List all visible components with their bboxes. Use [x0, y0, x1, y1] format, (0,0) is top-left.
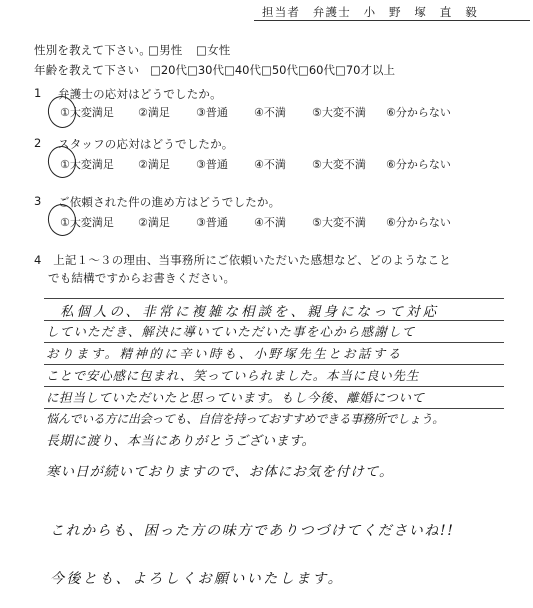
- handwritten-line: これからも、困った方の味方でありつづけてくださいね!!: [50, 523, 455, 539]
- handwritten-line: 私個人の、非常に複雑な相談を、親身になって対応: [60, 304, 439, 320]
- age-options: □20代□30代□40代□50代□60代□70才以上: [150, 63, 395, 77]
- option-very-satisfied: ①大変満足: [60, 216, 114, 229]
- header-underline: [254, 20, 530, 21]
- handwritten-line: 寒い日が続いておりますので、お体にお気を付けて。: [46, 464, 394, 480]
- option-very-dissatisfied: ⑤大変不満: [312, 106, 366, 119]
- ruled-line: [44, 408, 504, 409]
- option-unknown: ⑥分からない: [386, 106, 451, 119]
- option-normal: ③普通: [196, 106, 228, 119]
- option-normal: ③普通: [196, 216, 228, 229]
- gender-label: 性別を教えて下さい。: [34, 43, 151, 57]
- question-text: 弁護士の応対はどうでしたか。: [58, 87, 222, 101]
- staff-header: 担当者 弁護士 小 野 塚 直 毅: [262, 5, 478, 19]
- option-unknown: ⑥分からない: [386, 158, 451, 171]
- question-text: ご依頼された件の進め方はどうでしたか。: [58, 195, 281, 209]
- option-very-satisfied: ①大変満足: [60, 106, 114, 119]
- option-very-dissatisfied: ⑤大変不満: [312, 158, 366, 171]
- handwritten-line: に担当していただいたと思っています。もし今後、離婚について: [46, 390, 425, 405]
- handwritten-line: していただき、解決に導いていただいた事を心から感謝して: [46, 324, 416, 339]
- option-very-dissatisfied: ⑤大変不満: [312, 216, 366, 229]
- question-4-text-line2: でも結構ですからお書きください。: [48, 271, 236, 285]
- question-4-text-line1: 4 上記１～３の理由、当事務所にご依頼いただいた感想など、どのようなこと: [34, 253, 452, 267]
- handwritten-line: 長期に渡り、本当にありがとうございます。: [46, 434, 315, 449]
- question-number: 1: [34, 86, 42, 100]
- option-dissatisfied: ④不満: [254, 106, 286, 119]
- question-number: 2: [34, 136, 42, 150]
- option-satisfied: ②満足: [138, 158, 170, 171]
- ruled-line: [44, 386, 504, 387]
- ruled-line: [44, 298, 504, 299]
- option-dissatisfied: ④不満: [254, 216, 286, 229]
- ruled-line: [44, 320, 504, 321]
- option-unknown: ⑥分からない: [386, 216, 451, 229]
- handwritten-line: 今後とも、よろしくお願いいたします。: [50, 571, 345, 587]
- handwritten-line: ことで安心感に包まれ、笑っていられました。本当に良い先生: [46, 368, 420, 383]
- handwritten-line: 悩んでいる方に出会っても、自信を持っておすすめできる事務所でしょう。: [46, 412, 444, 426]
- question-number: 3: [34, 194, 42, 208]
- gender-male-option: □男性: [148, 43, 183, 57]
- option-very-satisfied: ①大変満足: [60, 158, 114, 171]
- option-satisfied: ②満足: [138, 106, 170, 119]
- age-label: 年齢を教えて下さい: [34, 63, 140, 77]
- gender-female-option: □女性: [196, 43, 231, 57]
- question-text: スタッフの応対はどうでしたか。: [58, 137, 234, 151]
- option-normal: ③普通: [196, 158, 228, 171]
- option-satisfied: ②満足: [138, 216, 170, 229]
- ruled-line: [44, 364, 504, 365]
- handwritten-line: おります。精神的に辛い時も、小野塚先生とお話する: [46, 346, 403, 361]
- ruled-line: [44, 342, 504, 343]
- option-dissatisfied: ④不満: [254, 158, 286, 171]
